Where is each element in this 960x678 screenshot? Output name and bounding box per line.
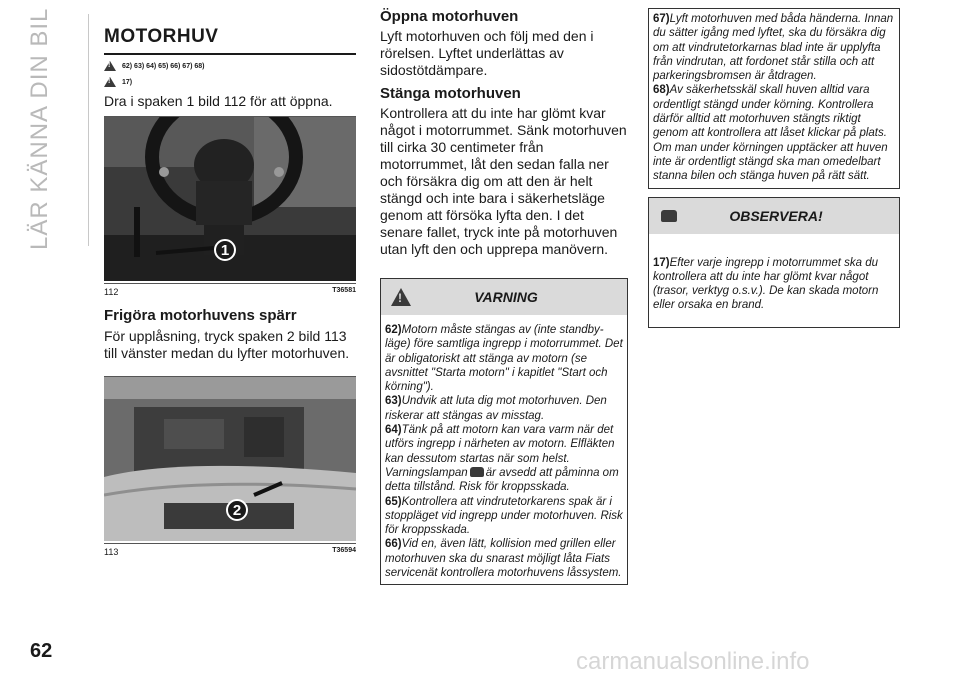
note-68: 68)Av säkerhetsskäl skall huven alltid vara ordentligt stängd under körning. Kontrollera därför alltid att motorhuven stängts riktigt genom att kontrollera att låset klickar på plats. Om man under körningen upptäcker att huven inte är ordentligt stängd ska man omedelbart stanna bilen och stänga huven på rätt sätt. bbox=[653, 84, 888, 183]
note-63: 63)Undvik att luta dig mot motorhuven. Den riskerar att stängas av misstag. bbox=[385, 395, 607, 422]
chapter-side-title bbox=[26, 7, 53, 250]
column-right bbox=[648, 8, 900, 328]
observera-box-header bbox=[649, 198, 899, 234]
watermark: carmanualsonline.info bbox=[576, 648, 810, 675]
note-refs bbox=[104, 77, 356, 87]
car-hood-icon bbox=[661, 210, 677, 222]
figure-caption bbox=[104, 543, 356, 557]
warning-box-body bbox=[381, 315, 627, 584]
side-divider bbox=[88, 14, 89, 246]
warning-title: VARNING bbox=[474, 289, 538, 305]
open-heading: Öppna motorhuven bbox=[380, 8, 519, 25]
warning-refs bbox=[104, 61, 356, 71]
open-text: Lyft motorhuven och följ med den i rörelsen. Lyftet underlättas av sidostötdämpare. bbox=[380, 28, 594, 78]
observera-box-body bbox=[649, 234, 899, 327]
callout-2: 2 bbox=[226, 499, 248, 521]
note-refs-text: 17) bbox=[122, 78, 133, 86]
observera-title: OBSERVERA! bbox=[729, 207, 823, 224]
note-62: 62)Motorn måste stängas av (inte standby-läge) före samtliga ingrepp i motorrummet. Det är obligatoriskt att stänga av motorn (se avsnittet "Starta motorn" i kapitlet "Start och körning"). bbox=[385, 324, 623, 394]
warning-box-header bbox=[381, 279, 627, 315]
release-heading: Frigöra motorhuvens spärr bbox=[104, 307, 297, 324]
warning-refs-text: 62) 63) 64) 65) 66) 67) 68) bbox=[122, 62, 205, 70]
notes-box bbox=[648, 8, 900, 189]
page-number: 62 bbox=[30, 640, 53, 662]
note-66: 66)Vid en, även lätt, kollision med grillen eller motorhuven ska du snarast möjligt låta Fiats servicenät kontrollera motorhuvens låssystem. bbox=[385, 538, 622, 580]
fan-warning-lamp-icon bbox=[470, 467, 484, 477]
figure-number: 112 bbox=[104, 287, 119, 297]
observera-box bbox=[648, 197, 900, 328]
warning-triangle-icon bbox=[391, 288, 411, 306]
note-67: 67)Lyft motorhuven med båda händerna. Innan du sätter igång med lyftet, ska du försäkra dig om att vindrutetorkarnas blad inte är upplyfta från vindrutan, att fordonet står stilla och att parkeringsbromsen är åtdragen. bbox=[653, 13, 894, 83]
engine-bay-photo bbox=[104, 377, 356, 541]
figure-code: T36594 bbox=[332, 547, 356, 554]
close-text: Kontrollera att du inte har glömt kvar något i motorrummet. Sänk motorhuven till cirka 30 centimeter från motorrummet, låt den sedan falla ner och försäkra dig om att den är helt stängd och inte bara i säkerhetsläge genom att försöka lyfta den. I det senare fallet, tryck inte på motorhuven utan lyft den och upprepa manövern. bbox=[380, 105, 627, 257]
close-heading: Stänga motorhuven bbox=[380, 85, 521, 102]
intro-text: Dra i spaken 1 bild 112 för att öppna. bbox=[104, 93, 333, 109]
section-title: MOTORHUV bbox=[104, 26, 356, 55]
note-65: 65)Kontrollera att vindrutetorkarens spak är i stoppläget vid ingrepp under motorhuven. Risk för kroppsskada. bbox=[385, 495, 623, 537]
figure-112 bbox=[104, 116, 356, 297]
figure-113 bbox=[104, 376, 356, 557]
warning-box bbox=[380, 278, 628, 585]
callout-1: 1 bbox=[214, 239, 236, 261]
column-middle bbox=[380, 8, 628, 585]
steering-wheel-photo bbox=[104, 117, 356, 281]
figure-caption bbox=[104, 283, 356, 297]
notes-box-body bbox=[649, 9, 899, 188]
column-left bbox=[104, 26, 356, 557]
note-64: 64)Tänk på att motorn kan vara varm när det utförs ingrepp i närheten av motorn. Elfläkten kan dessutom startas när som helst. Varningslampan är avsedd att påminna om detta tillstånd. Risk för kroppsskada. bbox=[385, 424, 619, 494]
figure-number: 113 bbox=[104, 547, 119, 557]
warning-triangle-icon bbox=[104, 61, 116, 71]
warning-triangle-icon bbox=[104, 77, 116, 87]
release-text: För upplåsning, tryck spaken 2 bild 113 till vänster medan du lyfter motorhuven. bbox=[104, 328, 350, 361]
chapter-side-title-text: LÄR KÄNNA DIN BIL bbox=[26, 7, 53, 250]
note-17: 17)Efter varje ingrepp i motorrummet ska du kontrollera att du inte har glömt kvar något (trasor, verktyg o.s.v.). De kan skada motorn eller orsaka en brand. bbox=[653, 256, 879, 312]
figure-code: T36581 bbox=[332, 287, 356, 294]
